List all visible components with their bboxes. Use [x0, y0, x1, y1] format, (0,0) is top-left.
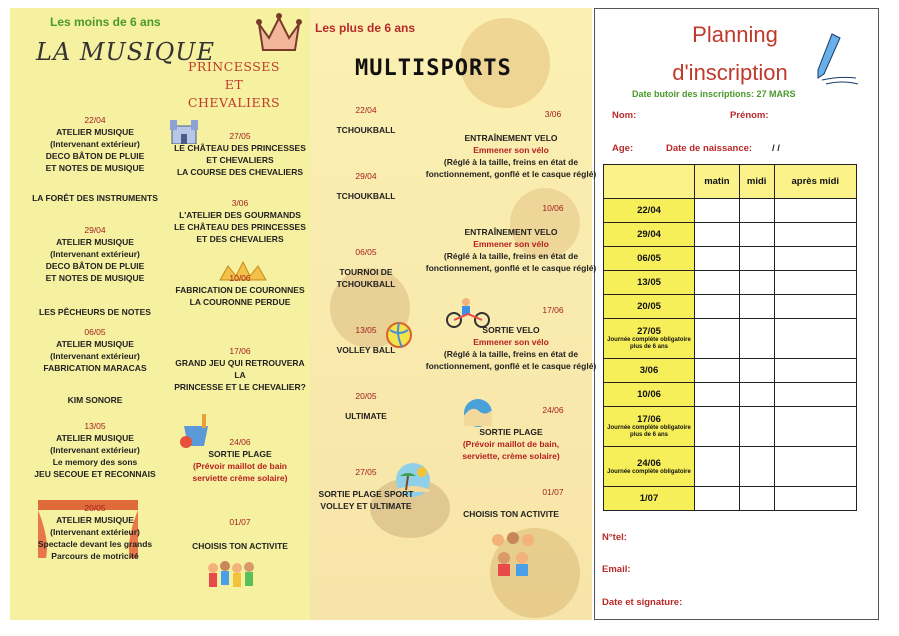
music-entry-5: 06/05 ATELIER MUSIQUE (Intervenant extérieur) FABRICATION MARACAS: [43, 327, 147, 373]
sport-a-entry-2: 29/04 TCHOUKBALL: [336, 171, 396, 201]
prenom-label: Prénom:: [730, 110, 769, 121]
sport-b-entry-4: 24/06 SORTIE PLAGE (Prévoir maillot de bain, serviette, crème solaire): [462, 405, 564, 461]
signature-label: Date et signature:: [602, 597, 683, 608]
princess-title: PRINCESSES ET CHEVALIERS: [187, 59, 281, 110]
princess-entry-2: 3/06 L'ATELIER DES GOURMANDS LE CHÂTEAU DES PRINCESSES ET DES CHEVALIERS: [174, 198, 306, 244]
sport-a-entry-3: 06/05 TOURNOI DE TCHOUKBALL: [336, 247, 396, 289]
form-title-line2: d'inscription: [672, 60, 788, 85]
table-row: 29/04: [604, 223, 857, 247]
table-header-row: [604, 165, 857, 199]
sport-b-entry-3: 17/06 SORTIE VELO Emmener son vélo (Réglé à la taille, freins en état de fonctionnement, gonflé et le casque réglé): [425, 305, 597, 371]
sport-a-entry-6: 27/05 SORTIE PLAGE SPORT VOLLEY ET ULTIMATE: [318, 467, 414, 511]
schedule-table: [603, 164, 857, 511]
header-apres-midi: après midi: [774, 165, 856, 199]
pen-icon: [812, 30, 862, 86]
header-midi: midi: [739, 165, 774, 199]
table-row: 27/05 Journée complète obligatoire plus de 6 ans: [604, 319, 857, 359]
children-group-icon: [205, 558, 255, 590]
birthdate-label: Date de naissance:: [666, 143, 753, 154]
sport-b-entry-2: 10/06 ENTRAÎNEMENT VELO Emmener son vélo (Réglé à la taille, freins en état de fonctionnement, gonflé et le casque réglé): [425, 203, 597, 273]
multisports-title: MULTISPORTS: [355, 56, 512, 81]
table-corner: [604, 165, 695, 199]
kids-group-icon: [488, 530, 538, 578]
sport-a-entry-4: 13/05 VOLLEY BALL: [336, 325, 396, 355]
music-title: LA MUSIQUE: [36, 38, 216, 66]
music-entry-1: 22/04 ATELIER MUSIQUE (Intervenant extérieur) DECO BÂTON DE PLUIE ET NOTES DE MUSIQUE: [45, 115, 145, 173]
sport-b-entry-5: 01/07 CHOISIS TON ACTIVITE: [463, 487, 564, 519]
deadline-text: Date butoir des inscriptions: 27 MARS: [632, 89, 796, 99]
form-title-line1: Planning: [692, 22, 778, 47]
music-entry-3: 29/04 ATELIER MUSIQUE (Intervenant extérieur) DECO BÂTON DE PLUIE ET NOTES DE MUSIQUE: [45, 225, 145, 283]
table-row: 17/06 Journée complète obligatoire plus de 6 ans: [604, 407, 857, 447]
princess-entry-5: 24/06 SORTIE PLAGE (Prévoir maillot de bain serviette crème solaire): [192, 437, 288, 483]
phone-label: N°tel:: [602, 532, 627, 543]
email-label: Email:: [602, 564, 631, 575]
nom-label: Nom:: [612, 110, 637, 121]
over-6-heading: Les plus de 6 ans: [315, 21, 416, 35]
birthdate-slashes: / /: [772, 143, 780, 154]
table-row: 1/07: [604, 487, 857, 511]
sport-a-entry-1: 22/04 TCHOUKBALL: [336, 105, 396, 135]
music-entry-4: LES PÊCHEURS DE NOTES: [39, 307, 151, 317]
table-row: 3/06: [604, 359, 857, 383]
header-matin: matin: [695, 165, 740, 199]
table-row: 06/05: [604, 247, 857, 271]
princess-entry-6: 01/07 CHOISIS TON ACTIVITE: [192, 517, 288, 551]
sport-a-entry-5: 20/05 ULTIMATE: [345, 391, 387, 421]
age-label: Age:: [612, 143, 634, 154]
music-entry-8: 20/05 ATELIER MUSIQUE (Intervenant extérieur) Spectacle devant les grands Parcours de motricité: [37, 503, 153, 561]
table-row: 24/06 Journée complète obligatoire: [604, 447, 857, 487]
sport-b-entry-1: 3/06 ENTRAÎNEMENT VELO Emmener son vélo (Réglé à la taille, freins en état de fonctionnement, gonflé et le casque réglé): [425, 109, 597, 179]
princess-entry-1: 27/05 LE CHÂTEAU DES PRINCESSES ET CHEVALIERS LA COURSE DES CHEVALIERS: [174, 131, 306, 177]
table-row: 22/04: [604, 199, 857, 223]
music-entry-2: LA FORÊT DES INSTRUMENTS: [32, 193, 158, 203]
princess-entry-4: 17/06 GRAND JEU QUI RETROUVERA LA PRINCESSE ET LE CHEVALIER?: [174, 346, 306, 392]
music-entry-7: 13/05 ATELIER MUSIQUE (Intervenant extérieur) Le memory des sons JEU SECOUE ET RECONNAIS: [34, 421, 156, 479]
table-row: 20/05: [604, 295, 857, 319]
princess-entry-3: 10/06 FABRICATION DE COURONNES LA COURONNE PERDUE: [175, 273, 305, 307]
music-entry-6: KIM SONORE: [67, 395, 123, 405]
under-6-heading: Les moins de 6 ans: [50, 15, 161, 29]
table-row: 10/06: [604, 383, 857, 407]
crown-icon: [255, 10, 303, 56]
table-row: 13/05: [604, 271, 857, 295]
